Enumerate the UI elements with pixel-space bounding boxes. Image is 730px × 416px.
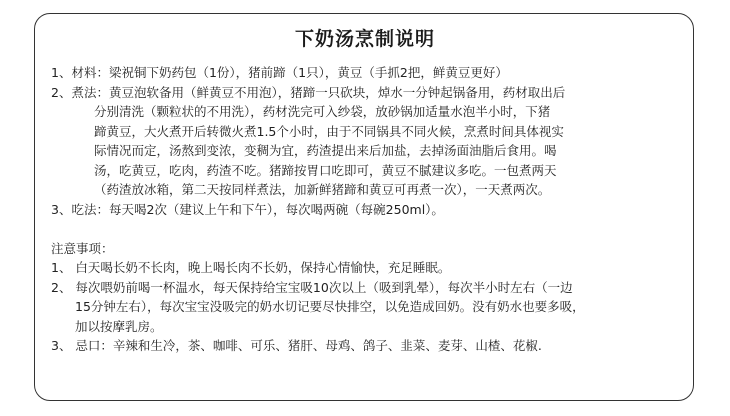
cooking-method-line-3: 蹄黄豆，大火煮开后转微火煮1.5个小时，由于不同锅具不同火候，烹煮时间具体视实 (94, 123, 564, 139)
cooking-method-line-4: 际情况而定，汤熬到变浓，变稠为宜，药渣提出来后加盐，去掉汤面油脂后食用。喝 (94, 143, 557, 158)
note-3-line: 3、 忌口：辛辣和生冷，茶、咖啡、可乐、猪肝、母鸡、鸽子、韭菜、麦芽、山楂、花椒. (51, 338, 542, 353)
page-title: 下奶汤烹制说明 (294, 28, 435, 50)
eating-method-line: 3、吃法：每天喝2次（建议上午和下午），每次喝两碗（每碗250ml）。 (51, 201, 444, 217)
cooking-method-line-1: 2、煮法：黄豆泡软备用（鲜黄豆不用泡），猪蹄一只砍块，焯水一分钟起锅备用，药材取出后 (51, 84, 566, 100)
cooking-method-line-2: 分别清洗（颗粒状的不用洗），药材洗完可入纱袋，放砂锅加适量水泡半小时，下猪 (94, 104, 551, 119)
ingredients-line: 1、材料：梁祝铜下奶药包（1份），猪前蹄（1只），黄豆（手抓2把，鲜黄豆更好） (51, 65, 508, 80)
section-spacer (51, 219, 691, 239)
note-2-line-1: 2、 每次喂奶前喝一杯温水，每天保持给宝宝吸10次以上（吸到乳晕），每次半小时左右（一边 (51, 279, 573, 295)
note-2-line-2: 15分钟左右），每次宝宝没吸完的奶水切记要尽快排空，以免造成回奶。没有奶水也要多吸， (75, 299, 585, 314)
cooking-method-line-5: 汤，吃黄豆，吃肉，药渣不吃。猪蹄按胃口吃即可，黄豆不腻建议多吃。一包煮两天 (94, 162, 557, 178)
note-1-line: 1、 白天喝长奶不长肉，晚上喝长肉不长奶，保持心情愉快，充足睡眠。 (51, 260, 451, 275)
note-2-line-3: 加以按摩乳房。 (75, 318, 163, 334)
cooking-method-line-6: （药渣放冰箱，第二天按同样煮法，加新鲜猪蹄和黄豆可再煮一次），一天煮两次。 (94, 182, 551, 197)
instruction-body (51, 63, 691, 356)
notes-heading: 注意事项： (51, 240, 114, 256)
